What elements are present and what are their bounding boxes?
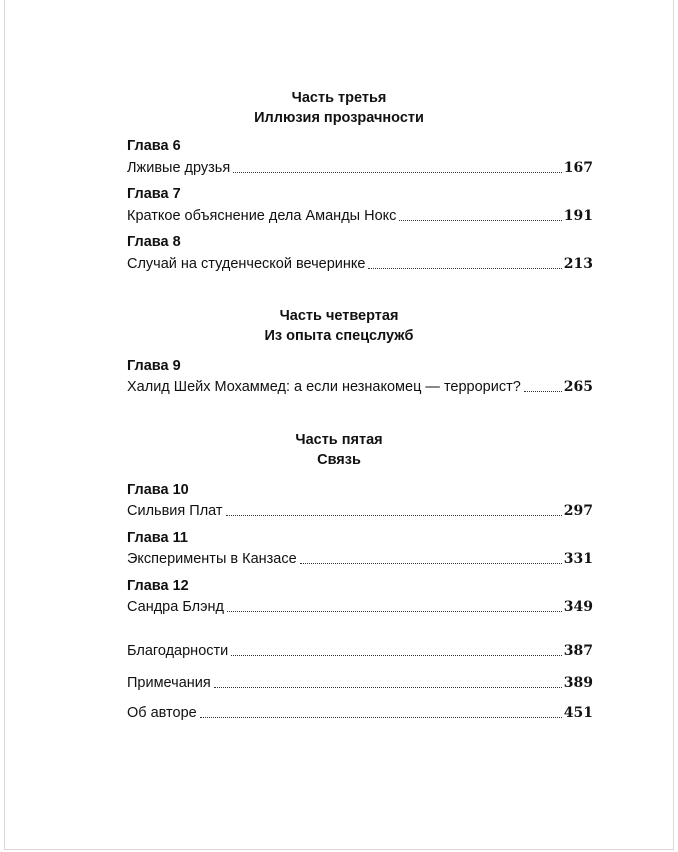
toc-entry[interactable] <box>127 548 593 568</box>
dot-leader <box>233 172 562 173</box>
dot-leader <box>368 268 561 269</box>
toc-entry[interactable] <box>127 500 593 520</box>
part-label: Часть пятая <box>295 432 383 448</box>
page-number: 265 <box>563 379 593 395</box>
toc-entry[interactable] <box>127 640 593 660</box>
toc-entry[interactable] <box>127 253 593 273</box>
chapter-label: Глава 12 <box>127 578 189 594</box>
part-heading <box>0 430 678 470</box>
dot-leader <box>231 655 562 656</box>
chapter-label: Глава 6 <box>127 138 181 154</box>
toc-entry[interactable] <box>127 596 593 616</box>
page-number: 349 <box>563 599 593 615</box>
entry-title: Сандра Блэнд <box>127 599 225 615</box>
entry-title: Халид Шейх Мохаммед: а если незнакомец — террорист? <box>127 379 521 395</box>
toc-entry[interactable] <box>127 672 593 692</box>
chapter-label: Глава 8 <box>127 234 181 250</box>
page-number: 387 <box>563 643 593 659</box>
page-number: 297 <box>563 503 593 519</box>
page-number: 331 <box>563 551 593 567</box>
entry-title: Сильвия Плат <box>127 503 223 519</box>
entry-title: Эксперименты в Канзасе <box>127 551 297 567</box>
chapter-label: Глава 11 <box>127 530 188 546</box>
dot-leader <box>227 611 562 612</box>
toc-entry[interactable] <box>127 702 593 722</box>
part-label: Часть третья <box>291 90 387 106</box>
dot-leader <box>200 717 562 718</box>
page-number: 213 <box>563 256 593 272</box>
part-title: Иллюзия прозрачности <box>254 110 424 126</box>
entry-title: Об авторе <box>127 705 197 721</box>
toc-entry[interactable] <box>127 157 593 177</box>
toc-entry[interactable] <box>127 205 593 225</box>
dot-leader <box>399 220 561 221</box>
entry-title: Лживые друзья <box>127 160 231 176</box>
entry-title: Благодарности <box>127 643 229 659</box>
dot-leader <box>226 515 562 516</box>
part-label: Часть четвертая <box>279 308 399 324</box>
page-number: 389 <box>563 675 593 691</box>
dot-leader <box>214 687 562 688</box>
chapter-label: Глава 9 <box>127 358 181 374</box>
part-heading <box>0 88 678 128</box>
entry-title: Случай на студенческой вечеринке <box>127 256 366 272</box>
entry-title: Краткое объяснение дела Аманды Нокс <box>127 208 397 224</box>
page-number: 167 <box>563 160 593 176</box>
part-heading <box>0 306 678 346</box>
entry-title: Примечания <box>127 675 211 691</box>
toc-entry[interactable] <box>127 376 593 396</box>
page-number: 191 <box>563 208 593 224</box>
dot-leader <box>524 391 562 392</box>
dot-leader <box>300 563 562 564</box>
part-title: Из опыта спецслужб <box>264 328 414 344</box>
chapter-label: Глава 7 <box>127 186 181 202</box>
part-title: Связь <box>317 452 361 468</box>
chapter-label: Глава 10 <box>127 482 189 498</box>
page-number: 451 <box>563 705 593 721</box>
